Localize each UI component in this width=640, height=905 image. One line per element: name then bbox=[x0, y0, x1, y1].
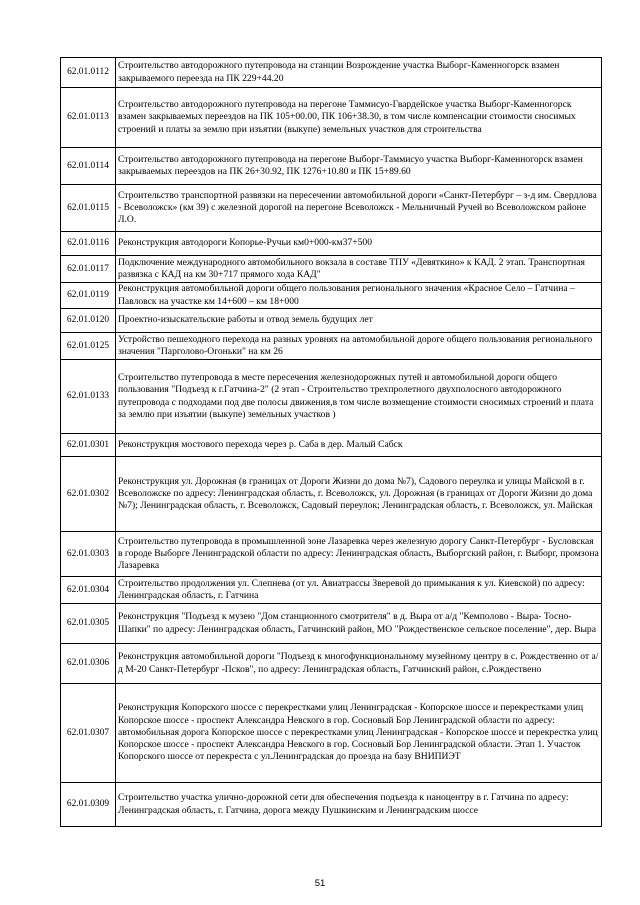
project-code: 62.01.0133 bbox=[61, 360, 116, 434]
table-row bbox=[61, 333, 602, 360]
project-description: Строительство автодорожного путепровода на станции Возрождение участка Выборг-Каменногорск взамен закрываемого переезда на ПК 229+44.20 bbox=[116, 58, 602, 88]
table-row bbox=[61, 58, 602, 88]
project-description: Строительство автодорожного путепровода на перегоне Таммисуо-Гвардейское участка Выборг-Каменногорск взамен закрываемых переездов на ПК 105+00.00, ПК 106+38.30, в том числе компенсации стоимости сносимых строений и платы за землю при изъятии (выкупе) земельных участков для строительства bbox=[116, 88, 602, 148]
project-description: Реконструкция автодороги Копорье-Ручьи км0+000-км37+500 bbox=[116, 232, 602, 256]
project-description: Проектно-изыскательские работы и отвод земель будущих лет bbox=[116, 309, 602, 333]
project-code: 62.01.0305 bbox=[61, 604, 116, 644]
project-code: 62.01.0114 bbox=[61, 148, 116, 185]
project-description: Реконструкция автомобильной дороги "Подъезд к многофункциональному музейному центру в с. Рождественно от а/д М-20 Санкт-Петербург -Псков", по адресу: Ленинградская область, Гатчинский район, с.Рождествено bbox=[116, 644, 602, 684]
table-row bbox=[61, 283, 602, 309]
table-row bbox=[61, 532, 602, 577]
table-row bbox=[61, 88, 602, 148]
table-row bbox=[61, 644, 602, 684]
project-code: 62.01.0119 bbox=[61, 283, 116, 309]
project-description: Строительство транспортной развязки на пересечении автомобильной дороги «Санкт-Петербург – з-д им. Свердлова - Всеволожск» (км 39) с железной дорогой на перегоне Всеволожск - Мельничный Ручей во Всеволожском районе Л.О. bbox=[116, 185, 602, 232]
project-description: Устройство пешеходного перехода на разных уровнях на автомобильной дороге общего пользования регионального значения "Парголово-Огоньки" на км 26 bbox=[116, 333, 602, 360]
project-code: 62.01.0115 bbox=[61, 185, 116, 232]
project-code: 62.01.0307 bbox=[61, 684, 116, 783]
project-description: Строительство автодорожного путепровода на перегоне Выборг-Таммисуо участка Выборг-Каменногорск взамен закрываемых переездов на ПК 26+30.92, ПК 1276+10.80 и ПК 15+89.60 bbox=[116, 148, 602, 185]
projects-table bbox=[60, 57, 602, 827]
project-description: Реконструкция автомобильной дороги общего пользования регионального значения «Красное Село – Гатчина – Павловск на участке км 14+600 – км 18+000 bbox=[116, 283, 602, 309]
project-code: 62.01.0304 bbox=[61, 577, 116, 604]
table-row bbox=[61, 434, 602, 457]
table-row bbox=[61, 256, 602, 283]
project-code: 62.01.0306 bbox=[61, 644, 116, 684]
project-description: Подключение международного автомобильного вокзала в составе ТПУ «Девяткино» к КАД. 2 этап. Транспортная развязка с КАД на км 30+717 прямого хода КАД" bbox=[116, 256, 602, 283]
project-code: 62.01.0301 bbox=[61, 434, 116, 457]
project-description: Строительство участка улично-дорожной сети для обеспечения подъезда к наноцентру в г. Гатчина по адресу: Ленинградская область, г. Гатчина, дорога между Пушкинским и Ленинградским шоссе bbox=[116, 783, 602, 827]
table-row bbox=[61, 457, 602, 532]
project-code: 62.01.0302 bbox=[61, 457, 116, 532]
table-row bbox=[61, 604, 602, 644]
table-row bbox=[61, 232, 602, 256]
project-code: 62.01.0117 bbox=[61, 256, 116, 283]
project-description: Реконструкция Копорского шоссе с перекрестками улиц Ленинградская - Копорское шоссе и перекрестками улиц Копорское шоссе - проспект Александра Невского в гор. Сосновый Бор Ленинградской области по адресу: автомобильная дорога Копорское шоссе с перекрестками улиц Ленинградская - Копорское шоссе и перекрестка улиц Копорское шоссе - проспект Александра Невского в гор. Сосновый Бор Ленинградской области. Этап 1. Участок Копорского шоссе от перекреста с ул.Ленинградская до проезда на базу ВНИПИЭТ bbox=[116, 684, 602, 783]
project-code: 62.01.0112 bbox=[61, 58, 116, 88]
project-description: Реконструкция мостового перехода через р. Саба в дер. Малый Сабск bbox=[116, 434, 602, 457]
project-description: Строительство путепровода в промышленной зоне Лазаревка через железную дорогу Санкт-Петербург - Бусловская в городе Выборге Ленинградской области по адресу: Ленинградская область, Выборгский район, г. Выборг, промзона Лазаревка bbox=[116, 532, 602, 577]
document-page bbox=[60, 57, 601, 827]
table-row bbox=[61, 309, 602, 333]
project-description: Реконструкция "Подъезд к музею "Дом станционного смотрителя" в д. Выра от а/д "Кемполово - Выра- Тосно-Шапки" по адресу: Ленинградская область, Гатчинский район, МО "Рождественское сельское поселение", дер. Выра bbox=[116, 604, 602, 644]
table-row bbox=[61, 577, 602, 604]
project-description: Строительство путепровода в месте пересечения железнодорожных путей и автомобильной дороги общего пользования "Подъезд к г.Гатчина-2" (2 этап - Строительство трехпролетного двухполосного автодорожного путепровода с подходами под две полосы движения,в том числе возмещение стоимости сносимых строений и плата за землю при изъятии (выкупе) земельных участков ) bbox=[116, 360, 602, 434]
project-code: 62.01.0309 bbox=[61, 783, 116, 827]
project-description: Строительство продолжения ул. Слепнева (от ул. Авиатрассы Зверевой до примыкания к ул. Киевской) по адресу: Ленинградская область, г. Гатчина bbox=[116, 577, 602, 604]
project-code: 62.01.0116 bbox=[61, 232, 116, 256]
project-description: Реконструкция ул. Дорожная (в границах от Дороги Жизни до дома №7), Садового переулка и улицы Майской в г. Всеволожске по адресу: Ленинградская область, г. Всеволожск, ул. Дорожная (в границах от Дороги Жизни до дома №7); Ленинградская область, г. Всеволожск, Садовый переулок; Ленинградская область, г. Всеволожск, ул. Майская bbox=[116, 457, 602, 532]
project-code: 62.01.0120 bbox=[61, 309, 116, 333]
project-code: 62.01.0125 bbox=[61, 333, 116, 360]
page-number: 51 bbox=[314, 878, 326, 889]
table-row bbox=[61, 684, 602, 783]
project-code: 62.01.0113 bbox=[61, 88, 116, 148]
table-row bbox=[61, 783, 602, 827]
table-row bbox=[61, 185, 602, 232]
table-row bbox=[61, 360, 602, 434]
table-row bbox=[61, 148, 602, 185]
project-code: 62.01.0303 bbox=[61, 532, 116, 577]
